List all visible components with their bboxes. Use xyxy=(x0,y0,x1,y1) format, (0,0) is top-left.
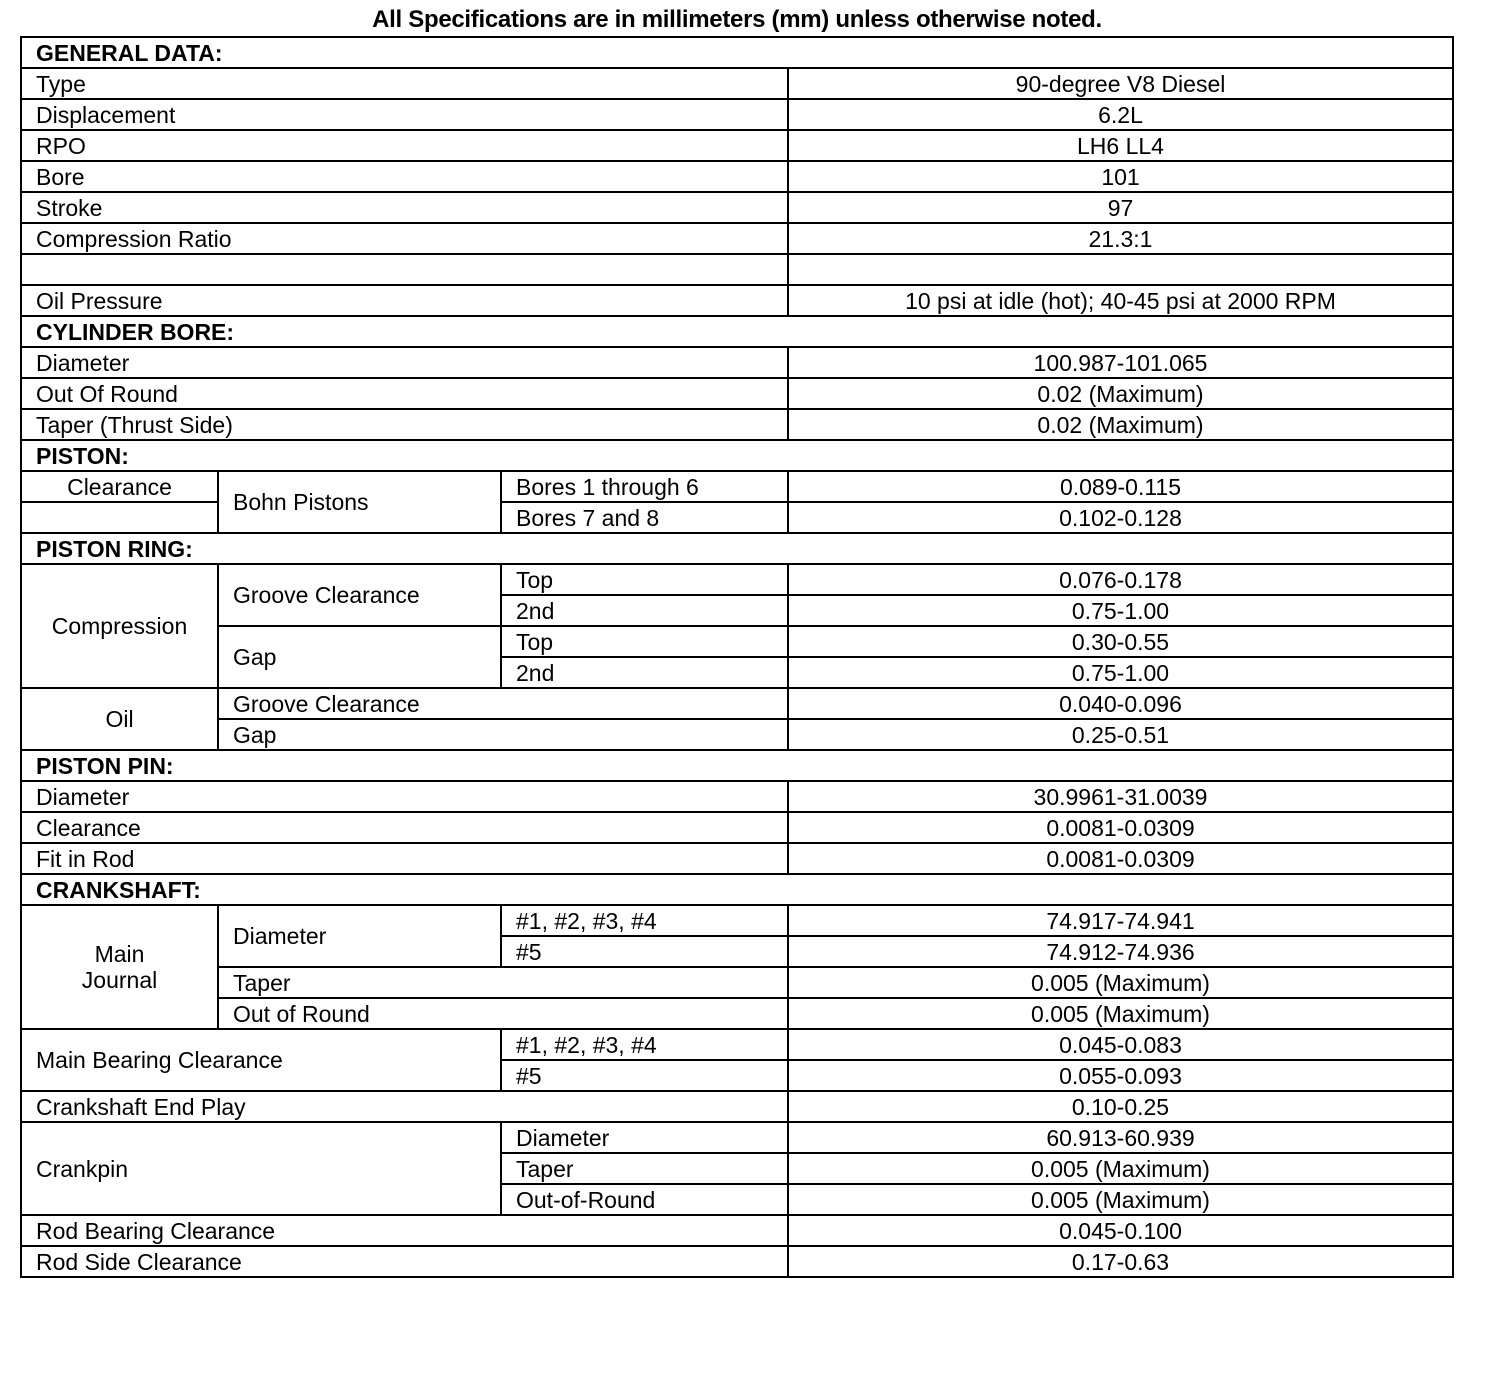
section-heading-general-data: GENERAL DATA: xyxy=(21,37,1453,68)
main-journal-label-line-1: Main xyxy=(94,941,145,967)
spec-label: Compression Ratio xyxy=(21,223,788,254)
spec-label: Top xyxy=(501,626,788,657)
spec-value: 0.040-0.096 xyxy=(788,688,1453,719)
spec-value xyxy=(788,254,1453,285)
spec-value: LH6 LL4 xyxy=(788,130,1453,161)
spec-label: Out-of-Round xyxy=(501,1184,788,1215)
spec-value: 100.987-101.065 xyxy=(788,347,1453,378)
spec-label: Displacement xyxy=(21,99,788,130)
table-row xyxy=(21,285,1453,316)
specifications-table xyxy=(20,36,1454,1278)
spec-value: 0.045-0.083 xyxy=(788,1029,1453,1060)
spec-label: Fit in Rod xyxy=(21,843,788,874)
spec-value: 0.005 (Maximum) xyxy=(788,1153,1453,1184)
spec-value: 0.102-0.128 xyxy=(788,502,1453,533)
spec-value: 10 psi at idle (hot); 40-45 psi at 2000 RPM xyxy=(788,285,1453,316)
spec-label xyxy=(21,254,788,285)
table-row xyxy=(21,161,1453,192)
spec-value: 21.3:1 xyxy=(788,223,1453,254)
spec-value: 0.02 (Maximum) xyxy=(788,378,1453,409)
crankpin-label: Crankpin xyxy=(21,1122,501,1215)
spec-label: Crankshaft End Play xyxy=(21,1091,788,1122)
section-row xyxy=(21,440,1453,471)
spec-value: 0.076-0.178 xyxy=(788,564,1453,595)
table-row xyxy=(21,998,1453,1029)
section-heading-crankshaft: CRANKSHAFT: xyxy=(21,874,1453,905)
spec-label: Taper (Thrust Side) xyxy=(21,409,788,440)
spec-label: Out Of Round xyxy=(21,378,788,409)
spec-label: Taper xyxy=(501,1153,788,1184)
table-row xyxy=(21,626,1453,657)
spec-value: 0.005 (Maximum) xyxy=(788,967,1453,998)
main-journal-label xyxy=(21,905,218,1029)
table-row xyxy=(21,905,1453,936)
spec-value: 0.055-0.093 xyxy=(788,1060,1453,1091)
spec-value: 0.10-0.25 xyxy=(788,1091,1453,1122)
spec-value: 101 xyxy=(788,161,1453,192)
spec-label: Diameter xyxy=(21,347,788,378)
empty-cell xyxy=(21,502,218,533)
spec-label: #1, #2, #3, #4 xyxy=(501,905,788,936)
spec-label: Out of Round xyxy=(218,998,788,1029)
spec-value: 0.75-1.00 xyxy=(788,595,1453,626)
spec-value: 0.75-1.00 xyxy=(788,657,1453,688)
table-row xyxy=(21,223,1453,254)
section-row xyxy=(21,37,1453,68)
table-row xyxy=(21,967,1453,998)
table-row xyxy=(21,1091,1453,1122)
spec-value: 0.25-0.51 xyxy=(788,719,1453,750)
main-journal-diameter-label: Diameter xyxy=(218,905,501,967)
spec-value: 0.02 (Maximum) xyxy=(788,409,1453,440)
table-row xyxy=(21,378,1453,409)
piston-clearance-label: Clearance xyxy=(21,471,218,502)
gap-label: Gap xyxy=(218,626,501,688)
spec-label: Bores 7 and 8 xyxy=(501,502,788,533)
table-row xyxy=(21,99,1453,130)
table-row xyxy=(21,409,1453,440)
table-row xyxy=(21,1029,1453,1060)
spec-label: Top xyxy=(501,564,788,595)
spec-label: Clearance xyxy=(21,812,788,843)
section-heading-cylinder-bore: CYLINDER BORE: xyxy=(21,316,1453,347)
section-row xyxy=(21,750,1453,781)
section-row xyxy=(21,316,1453,347)
spec-value: 6.2L xyxy=(788,99,1453,130)
spec-label: Rod Bearing Clearance xyxy=(21,1215,788,1246)
spec-label: Groove Clearance xyxy=(218,688,788,719)
section-heading-piston-pin: PISTON PIN: xyxy=(21,750,1453,781)
spec-value: 0.089-0.115 xyxy=(788,471,1453,502)
spec-label: #1, #2, #3, #4 xyxy=(501,1029,788,1060)
table-row xyxy=(21,1122,1453,1153)
spec-label: Diameter xyxy=(501,1122,788,1153)
section-heading-piston: PISTON: xyxy=(21,440,1453,471)
main-journal-label-line-2: Journal xyxy=(81,967,158,993)
spec-value: 90-degree V8 Diesel xyxy=(788,68,1453,99)
spec-label: Diameter xyxy=(21,781,788,812)
spec-label: Rod Side Clearance xyxy=(21,1246,788,1277)
main-bearing-clearance-label: Main Bearing Clearance xyxy=(21,1029,501,1091)
spec-value: 0.0081-0.0309 xyxy=(788,843,1453,874)
spec-value: 0.17-0.63 xyxy=(788,1246,1453,1277)
table-row xyxy=(21,471,1453,502)
spec-value: 0.005 (Maximum) xyxy=(788,998,1453,1029)
spec-value: 30.9961-31.0039 xyxy=(788,781,1453,812)
spec-value: 74.917-74.941 xyxy=(788,905,1453,936)
spec-value: 0.0081-0.0309 xyxy=(788,812,1453,843)
spec-label: Stroke xyxy=(21,192,788,223)
page-title: All Specifications are in millimeters (mm) unless otherwise noted. xyxy=(372,6,1102,33)
table-row-empty xyxy=(21,254,1453,285)
spec-value: 0.005 (Maximum) xyxy=(788,1184,1453,1215)
spec-label: Bore xyxy=(21,161,788,192)
table-row xyxy=(21,688,1453,719)
spec-label: #5 xyxy=(501,1060,788,1091)
spec-value: 74.912-74.936 xyxy=(788,936,1453,967)
compression-ring-label: Compression xyxy=(21,564,218,688)
piston-type-label: Bohn Pistons xyxy=(218,471,501,533)
spec-label: Bores 1 through 6 xyxy=(501,471,788,502)
groove-clearance-label: Groove Clearance xyxy=(218,564,501,626)
table-row xyxy=(21,347,1453,378)
spec-label: #5 xyxy=(501,936,788,967)
table-row xyxy=(21,130,1453,161)
section-row xyxy=(21,874,1453,905)
table-row xyxy=(21,68,1453,99)
spec-value: 0.30-0.55 xyxy=(788,626,1453,657)
table-row xyxy=(21,564,1453,595)
table-row xyxy=(21,843,1453,874)
table-row xyxy=(21,1246,1453,1277)
section-row xyxy=(21,533,1453,564)
spec-label: Type xyxy=(21,68,788,99)
spec-label: Gap xyxy=(218,719,788,750)
spec-label: 2nd xyxy=(501,595,788,626)
spec-label: Taper xyxy=(218,967,788,998)
spec-label: 2nd xyxy=(501,657,788,688)
spec-value: 0.045-0.100 xyxy=(788,1215,1453,1246)
spec-label: Oil Pressure xyxy=(21,285,788,316)
spec-value: 97 xyxy=(788,192,1453,223)
table-row xyxy=(21,812,1453,843)
table-row xyxy=(21,719,1453,750)
table-row xyxy=(21,1215,1453,1246)
table-row xyxy=(21,781,1453,812)
spec-value: 60.913-60.939 xyxy=(788,1122,1453,1153)
section-heading-piston-ring: PISTON RING: xyxy=(21,533,1453,564)
oil-ring-label: Oil xyxy=(21,688,218,750)
table-row xyxy=(21,192,1453,223)
spec-label: RPO xyxy=(21,130,788,161)
